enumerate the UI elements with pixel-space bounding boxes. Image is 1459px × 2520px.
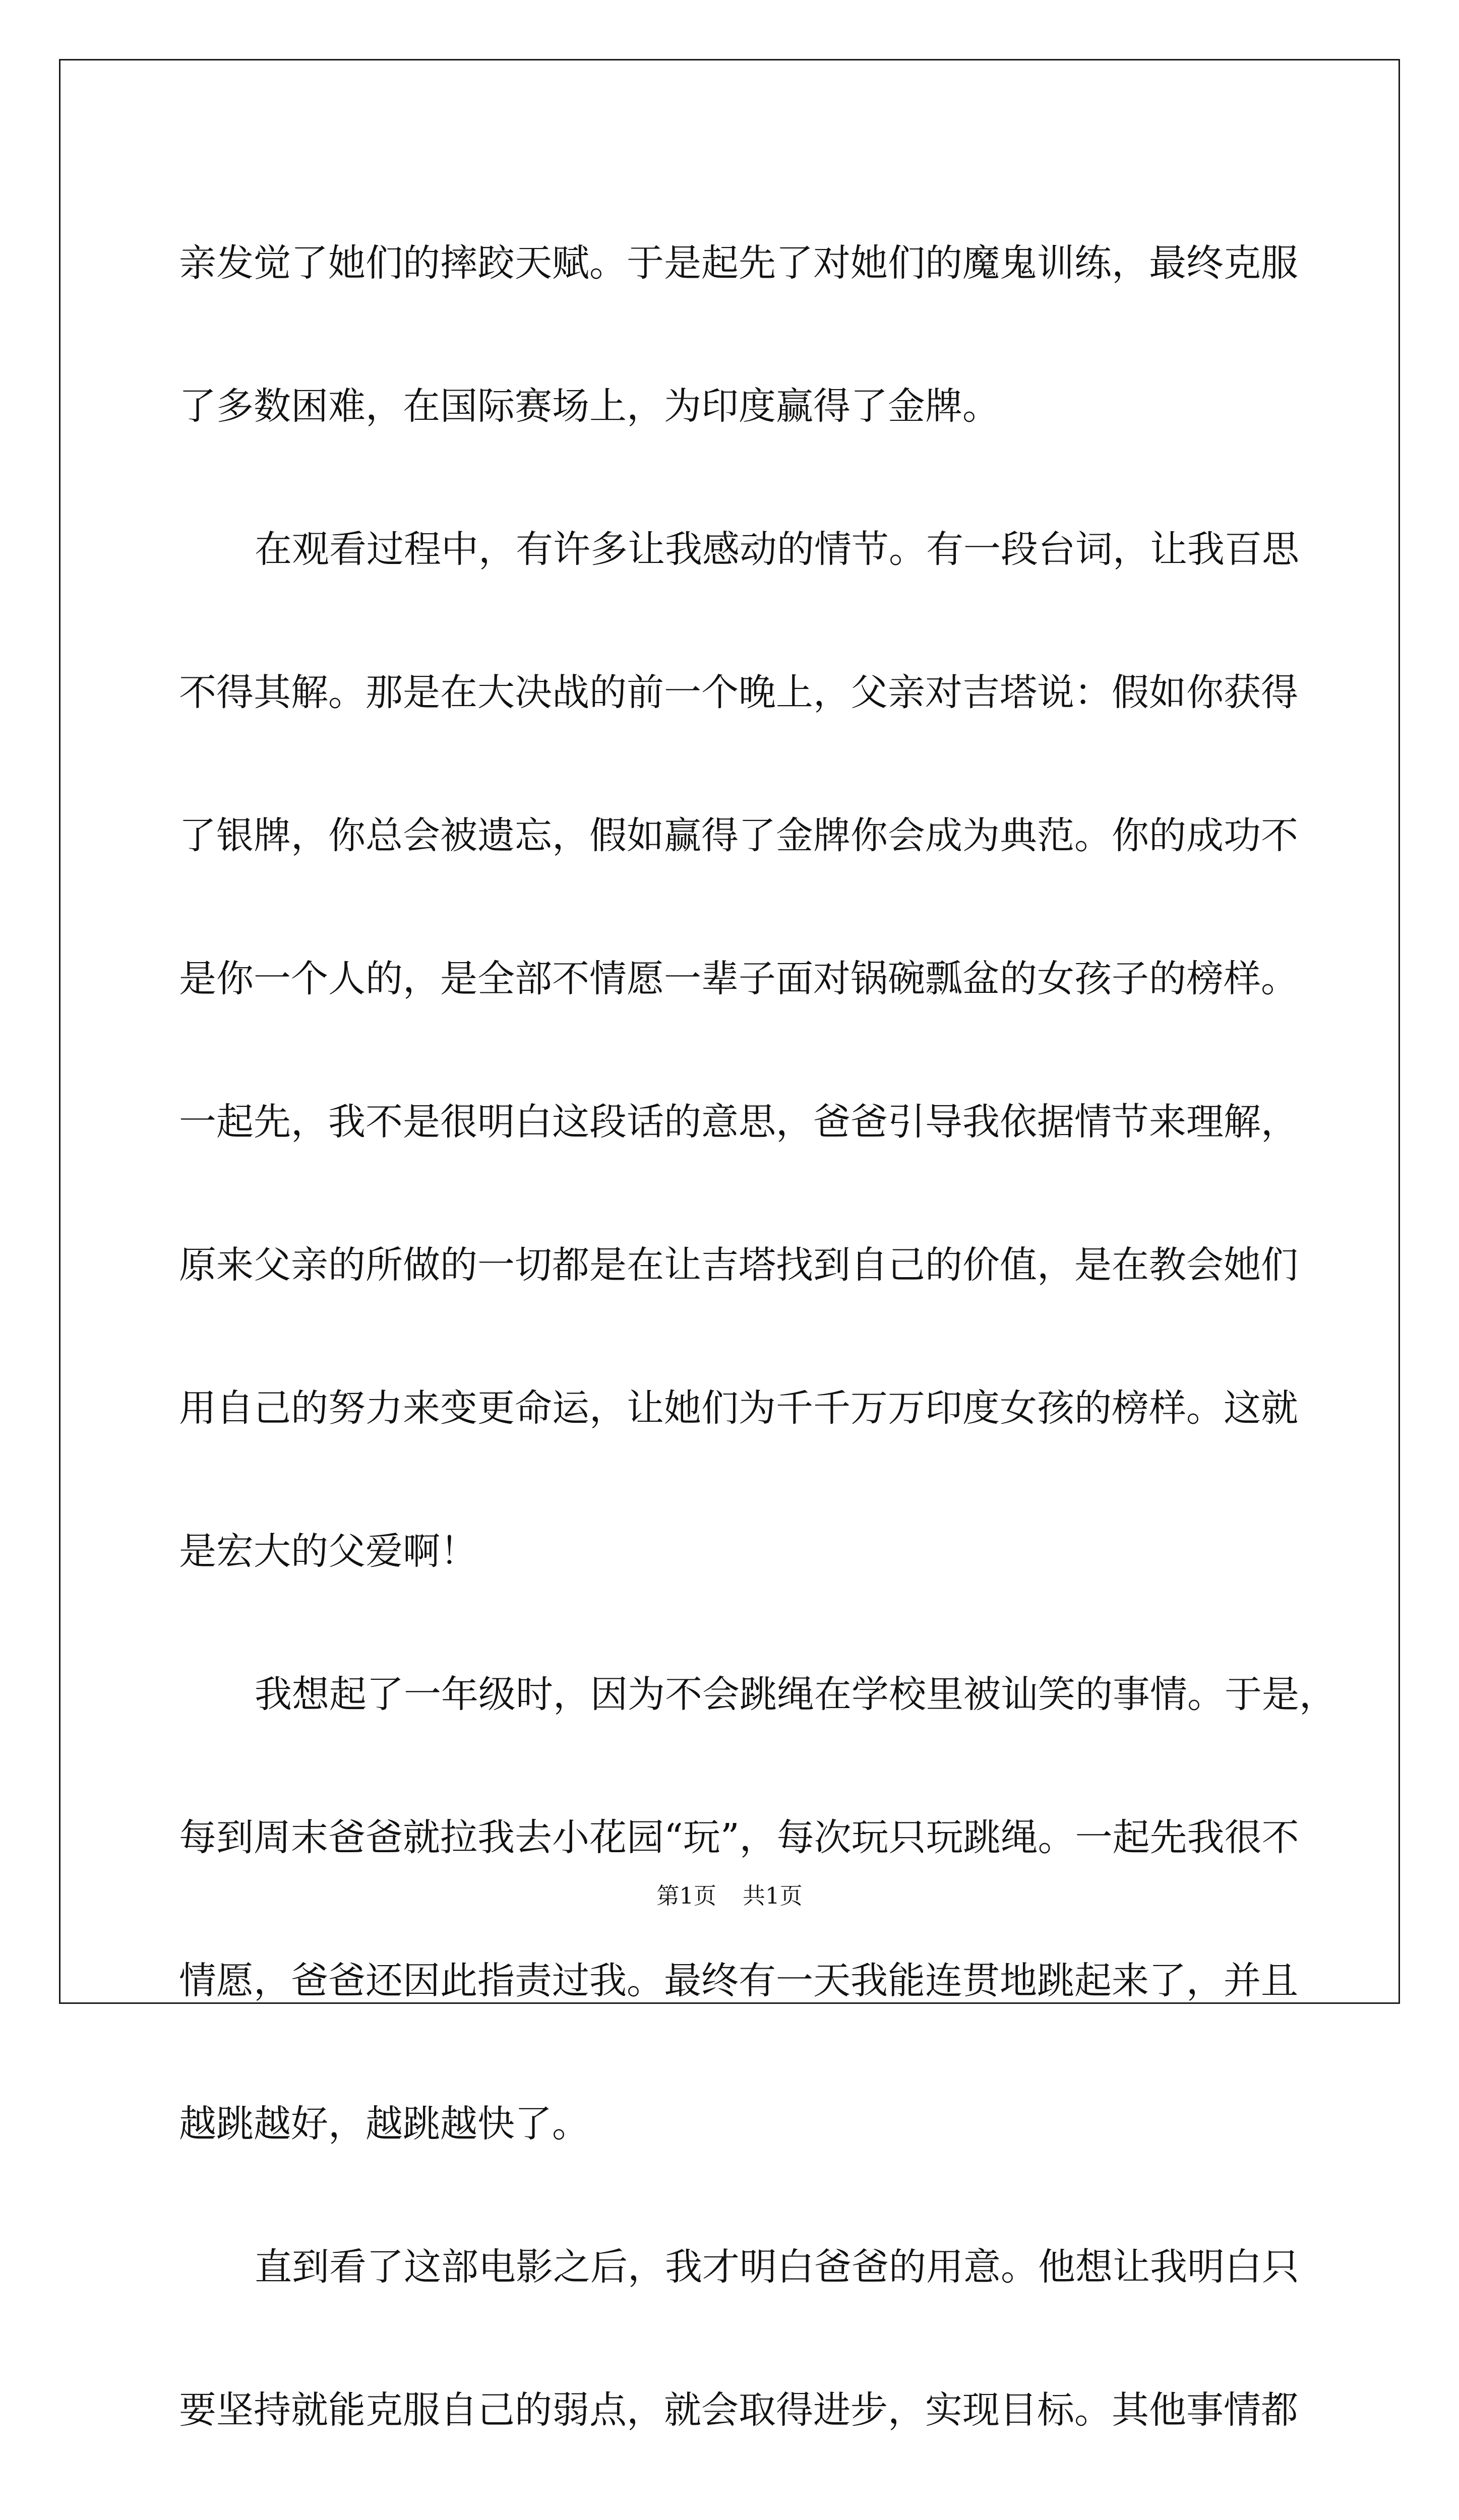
text-line: 每到周末爸爸就拉我去小花园“玩”，每次玩只玩跳绳。一起先我很不 [179,1816,1299,1859]
paragraph-start-line: 直到看了这部电影之后，我才明白爸爸的用意。他想让我明白只 [255,2245,1299,2289]
paragraph-start-line: 我想起了一年级时，因为不会跳绳在学校里被讪笑的事情。于是， [255,1673,1336,1716]
page-footer [0,1881,1459,1911]
text-line: 不得其解。那是在大决战的前一个晚上，父亲对吉塔说：假如你获得 [179,671,1298,714]
text-line: 是你一个人的，是全部不情愿一辈子面对锅碗瓢盆的女孩子的榜样。 [179,957,1298,1000]
text-line: 原来父亲的所做的一切都是在让吉塔找到自己的价值，是在教会她们 [179,1243,1298,1287]
text-line [179,2482,1288,2520]
text-line: 了银牌，你总会被遗忘，假如赢得了金牌你会成为典范。你的成功不 [179,814,1298,857]
text-line: 一起先，我不是很明白这段话的意思，爸爸引导我依据情节来理解， [179,1100,1298,1144]
text-line: 越跳越好，越跳越快了。 [179,2102,589,2146]
text-line: 了多数困难，在国际赛场上，为印度赢得了金牌。 [179,385,1000,428]
page-total: 共1页 [743,1882,803,1909]
text-line: 要坚持就能克服自己的弱点，就会取得进步，实现目标。其他事情都 [179,2388,1298,2432]
page-number: 第1页 [656,1882,716,1909]
text-line: 是宏大的父爱啊！ [179,1530,477,1573]
text-line: 用自己的努力来变更命运，让她们为千千万万印度女孩的榜样。这就 [179,1387,1298,1430]
document-body [179,192,1336,2520]
paragraph-start-line: 在观看过程中，有许多让我感动的情节。有一段台词，让我百思 [255,528,1299,571]
text-line: 亲发觉了她们的摔跤天赋。于是起先了对她们的魔鬼训练，最终克服 [179,241,1298,285]
text-line: 情愿，爸爸还因此指责过我。最终有一天我能连贯地跳起来了，并且 [179,1959,1298,2002]
